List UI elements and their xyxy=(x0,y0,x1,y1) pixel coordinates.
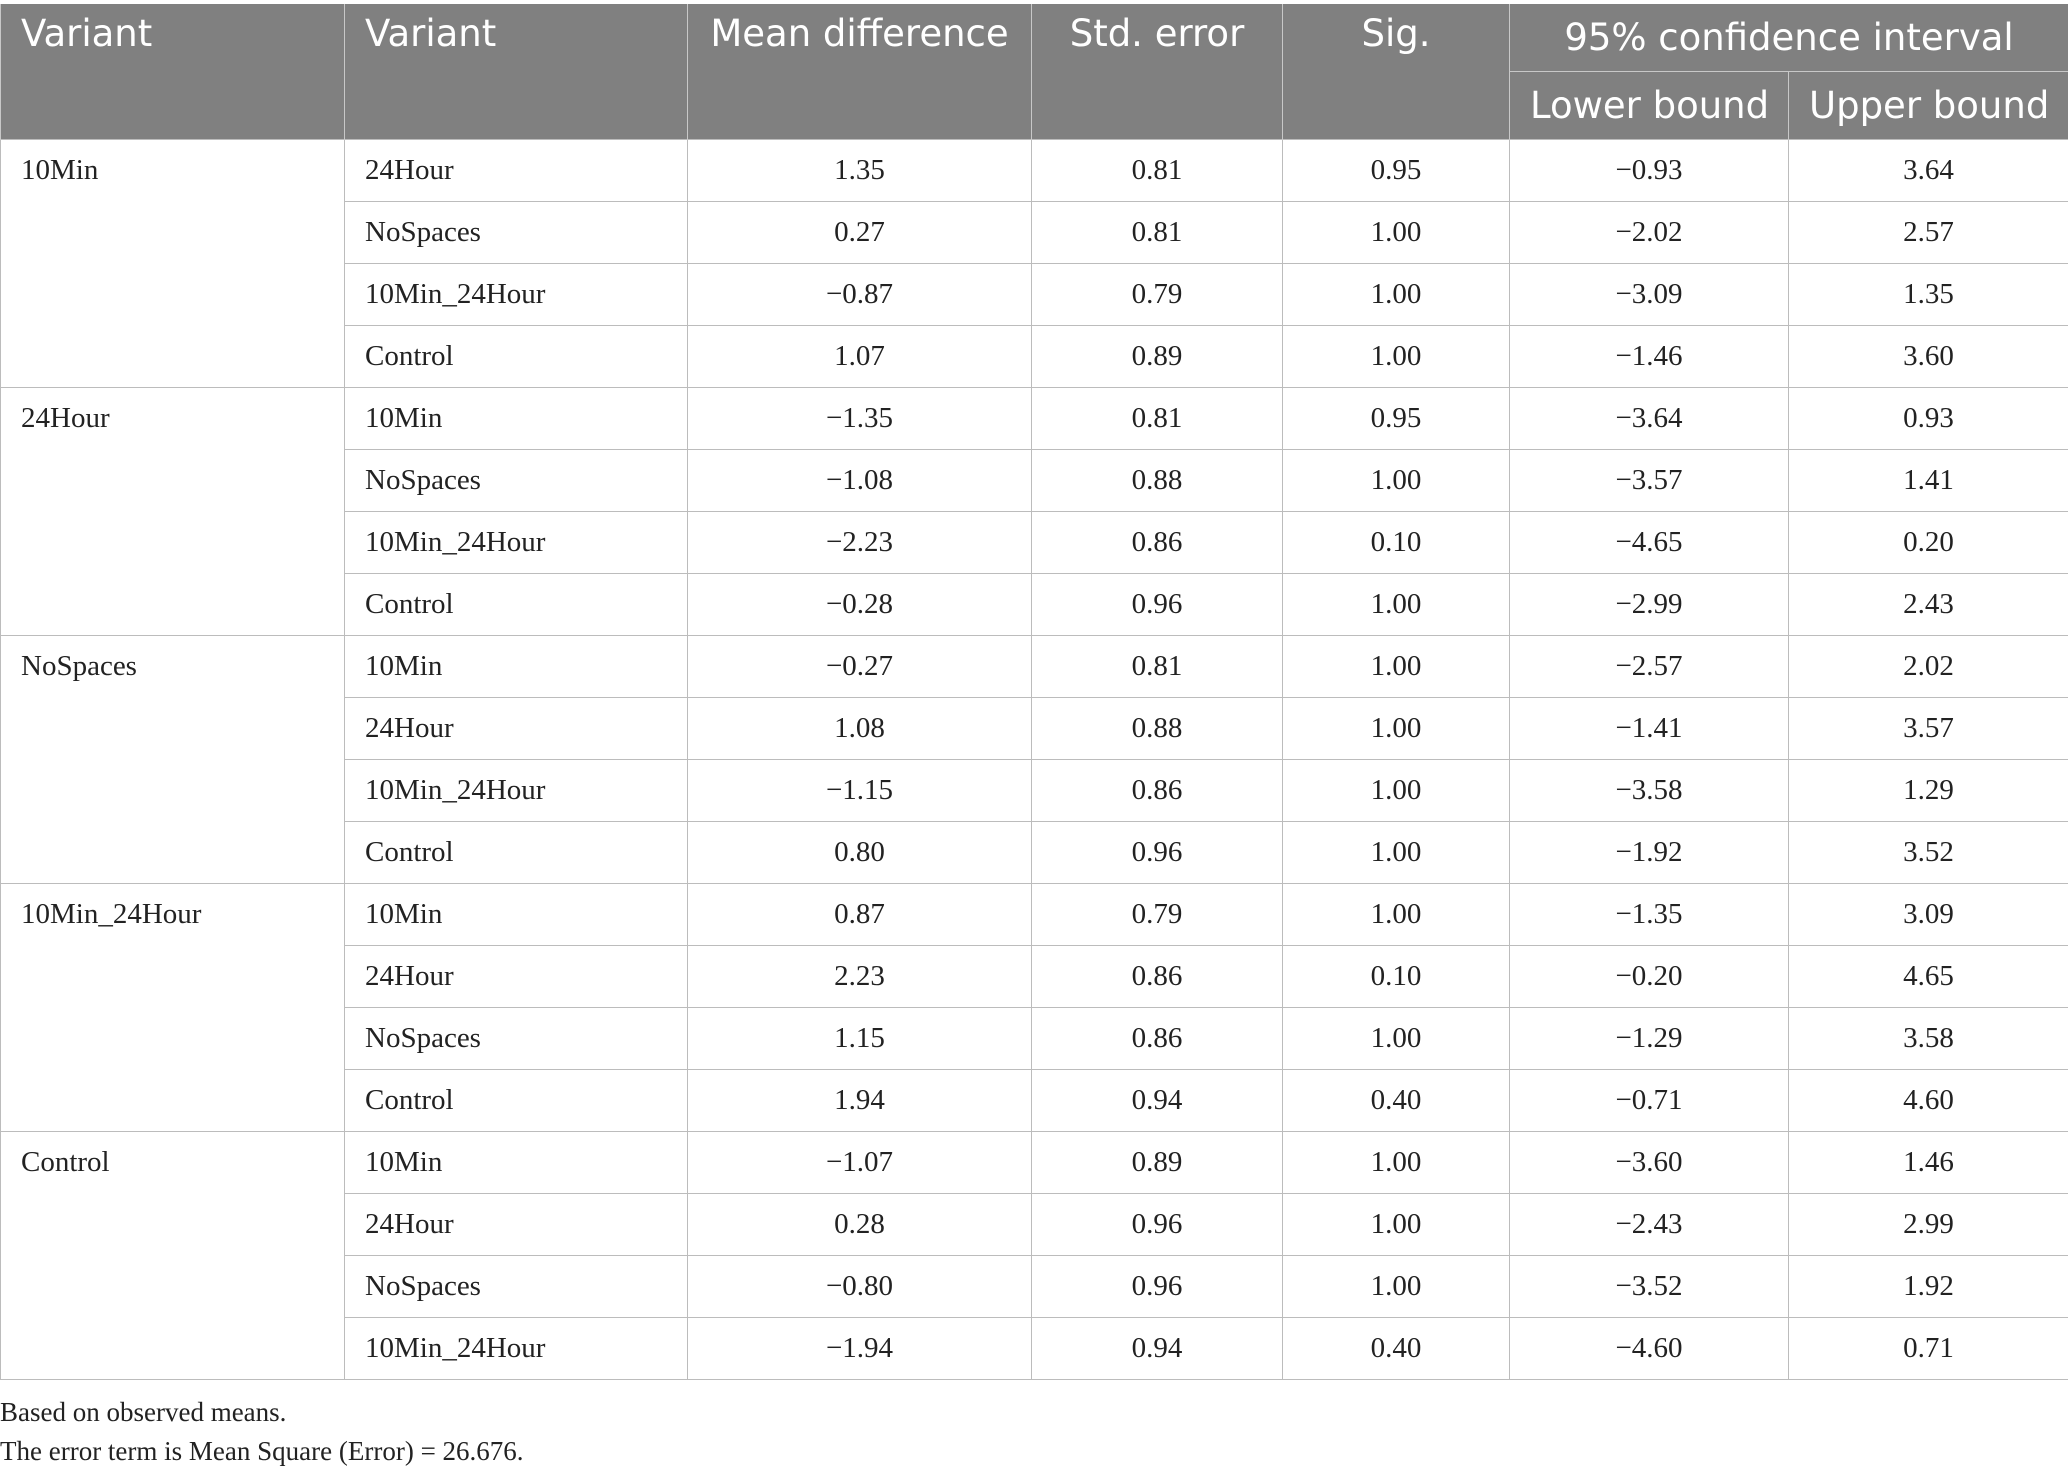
header-lower-bound: Lower bound xyxy=(1510,72,1789,140)
comparison-variant-cell: Control xyxy=(345,574,688,636)
ci-upper-bound-cell: 3.09 xyxy=(1789,884,2068,946)
ci-lower-bound-cell: −3.57 xyxy=(1510,450,1789,512)
header-upper-bound: Upper bound xyxy=(1789,72,2068,140)
table-header xyxy=(1,4,2068,140)
ci-lower-bound-cell: −3.58 xyxy=(1510,760,1789,822)
ci-lower-bound-cell: −0.71 xyxy=(1510,1070,1789,1132)
ci-upper-bound-cell: 1.46 xyxy=(1789,1132,2068,1194)
ci-lower-bound-cell: −4.65 xyxy=(1510,512,1789,574)
ci-upper-bound-cell: 1.92 xyxy=(1789,1256,2068,1318)
std-error-cell: 0.79 xyxy=(1032,884,1283,946)
header-confidence-interval: 95% confidence interval xyxy=(1510,4,2068,72)
header-variant-a: Variant xyxy=(1,4,345,140)
ci-lower-bound-cell: −2.02 xyxy=(1510,202,1789,264)
significance-cell: 1.00 xyxy=(1283,636,1510,698)
comparison-variant-cell: 10Min_24Hour xyxy=(345,264,688,326)
ci-upper-bound-cell: 0.93 xyxy=(1789,388,2068,450)
ci-upper-bound-cell: 3.60 xyxy=(1789,326,2068,388)
ci-lower-bound-cell: −1.29 xyxy=(1510,1008,1789,1070)
header-variant-b: Variant xyxy=(345,4,688,140)
std-error-cell: 0.96 xyxy=(1032,574,1283,636)
significance-cell: 1.00 xyxy=(1283,884,1510,946)
comparison-variant-cell: NoSpaces xyxy=(345,1008,688,1070)
group-variant-cell: 10Min xyxy=(1,140,345,388)
significance-cell: 1.00 xyxy=(1283,698,1510,760)
comparison-variant-cell: 24Hour xyxy=(345,140,688,202)
significance-cell: 1.00 xyxy=(1283,202,1510,264)
std-error-cell: 0.81 xyxy=(1032,636,1283,698)
significance-cell: 0.10 xyxy=(1283,946,1510,1008)
mean-difference-cell: 1.35 xyxy=(688,140,1032,202)
std-error-cell: 0.86 xyxy=(1032,760,1283,822)
ci-lower-bound-cell: −1.92 xyxy=(1510,822,1789,884)
ci-upper-bound-cell: 0.20 xyxy=(1789,512,2068,574)
comparison-variant-cell: 10Min_24Hour xyxy=(345,1318,688,1380)
comparison-variant-cell: Control xyxy=(345,1070,688,1132)
std-error-cell: 0.81 xyxy=(1032,388,1283,450)
footnote-observed-means: Based on observed means. xyxy=(0,1397,287,1427)
mean-difference-cell: 0.87 xyxy=(688,884,1032,946)
group-variant-cell: 24Hour xyxy=(1,388,345,636)
std-error-cell: 0.89 xyxy=(1032,326,1283,388)
significance-cell: 1.00 xyxy=(1283,326,1510,388)
table-row xyxy=(1,636,2068,698)
std-error-cell: 0.86 xyxy=(1032,512,1283,574)
table-row xyxy=(1,884,2068,946)
group-variant-cell: NoSpaces xyxy=(1,636,345,884)
comparison-variant-cell: 10Min xyxy=(345,388,688,450)
ci-lower-bound-cell: −1.35 xyxy=(1510,884,1789,946)
mean-difference-cell: 1.07 xyxy=(688,326,1032,388)
comparison-variant-cell: 24Hour xyxy=(345,1194,688,1256)
header-mean-difference: Mean difference xyxy=(688,4,1032,140)
ci-upper-bound-cell: 4.65 xyxy=(1789,946,2068,1008)
significance-cell: 1.00 xyxy=(1283,1008,1510,1070)
footnotes xyxy=(0,1393,524,1471)
ci-lower-bound-cell: −4.60 xyxy=(1510,1318,1789,1380)
ci-upper-bound-cell: 2.43 xyxy=(1789,574,2068,636)
significance-cell: 1.00 xyxy=(1283,574,1510,636)
ci-upper-bound-cell: 3.52 xyxy=(1789,822,2068,884)
mean-difference-cell: 2.23 xyxy=(688,946,1032,1008)
table-container xyxy=(0,4,2068,1380)
comparison-variant-cell: 10Min xyxy=(345,884,688,946)
ci-upper-bound-cell: 1.41 xyxy=(1789,450,2068,512)
group-variant-cell: Control xyxy=(1,1132,345,1380)
mean-difference-cell: −1.94 xyxy=(688,1318,1032,1380)
ci-upper-bound-cell: 3.57 xyxy=(1789,698,2068,760)
footnote-error-term: The error term is Mean Square (Error) = 26.676. xyxy=(0,1436,524,1466)
significance-cell: 0.95 xyxy=(1283,388,1510,450)
comparison-variant-cell: Control xyxy=(345,822,688,884)
comparison-variant-cell: 10Min xyxy=(345,1132,688,1194)
ci-upper-bound-cell: 1.35 xyxy=(1789,264,2068,326)
mean-difference-cell: −1.07 xyxy=(688,1132,1032,1194)
significance-cell: 0.40 xyxy=(1283,1070,1510,1132)
ci-upper-bound-cell: 1.29 xyxy=(1789,760,2068,822)
ci-lower-bound-cell: −1.41 xyxy=(1510,698,1789,760)
ci-lower-bound-cell: −2.99 xyxy=(1510,574,1789,636)
comparison-variant-cell: 10Min_24Hour xyxy=(345,512,688,574)
std-error-cell: 0.94 xyxy=(1032,1070,1283,1132)
comparison-variant-cell: 24Hour xyxy=(345,698,688,760)
ci-upper-bound-cell: 2.57 xyxy=(1789,202,2068,264)
mean-difference-cell: −0.87 xyxy=(688,264,1032,326)
ci-upper-bound-cell: 4.60 xyxy=(1789,1070,2068,1132)
ci-lower-bound-cell: −3.64 xyxy=(1510,388,1789,450)
ci-lower-bound-cell: −3.60 xyxy=(1510,1132,1789,1194)
ci-upper-bound-cell: 3.64 xyxy=(1789,140,2068,202)
ci-lower-bound-cell: −2.43 xyxy=(1510,1194,1789,1256)
std-error-cell: 0.81 xyxy=(1032,140,1283,202)
ci-lower-bound-cell: −1.46 xyxy=(1510,326,1789,388)
comparison-variant-cell: NoSpaces xyxy=(345,202,688,264)
table-row xyxy=(1,140,2068,202)
significance-cell: 0.95 xyxy=(1283,140,1510,202)
ci-lower-bound-cell: −0.20 xyxy=(1510,946,1789,1008)
comparison-variant-cell: Control xyxy=(345,326,688,388)
mean-difference-cell: 0.80 xyxy=(688,822,1032,884)
mean-difference-cell: −1.15 xyxy=(688,760,1032,822)
std-error-cell: 0.94 xyxy=(1032,1318,1283,1380)
mean-difference-cell: −0.27 xyxy=(688,636,1032,698)
comparison-variant-cell: NoSpaces xyxy=(345,450,688,512)
comparison-variant-cell: 10Min_24Hour xyxy=(345,760,688,822)
std-error-cell: 0.79 xyxy=(1032,264,1283,326)
mean-difference-cell: 0.27 xyxy=(688,202,1032,264)
significance-cell: 1.00 xyxy=(1283,450,1510,512)
std-error-cell: 0.86 xyxy=(1032,946,1283,1008)
mean-difference-cell: 1.08 xyxy=(688,698,1032,760)
table-row xyxy=(1,1132,2068,1194)
mean-difference-cell: −1.08 xyxy=(688,450,1032,512)
ci-upper-bound-cell: 2.99 xyxy=(1789,1194,2068,1256)
comparison-variant-cell: 24Hour xyxy=(345,946,688,1008)
significance-cell: 1.00 xyxy=(1283,1194,1510,1256)
ci-lower-bound-cell: −3.09 xyxy=(1510,264,1789,326)
comparison-variant-cell: NoSpaces xyxy=(345,1256,688,1318)
significance-cell: 1.00 xyxy=(1283,760,1510,822)
std-error-cell: 0.89 xyxy=(1032,1132,1283,1194)
significance-cell: 0.10 xyxy=(1283,512,1510,574)
group-variant-cell: 10Min_24Hour xyxy=(1,884,345,1132)
mean-difference-cell: −2.23 xyxy=(688,512,1032,574)
mean-difference-cell: −0.28 xyxy=(688,574,1032,636)
mean-difference-cell: −0.80 xyxy=(688,1256,1032,1318)
ci-upper-bound-cell: 3.58 xyxy=(1789,1008,2068,1070)
ci-upper-bound-cell: 2.02 xyxy=(1789,636,2068,698)
std-error-cell: 0.96 xyxy=(1032,822,1283,884)
std-error-cell: 0.96 xyxy=(1032,1194,1283,1256)
table-row xyxy=(1,388,2068,450)
ci-lower-bound-cell: −2.57 xyxy=(1510,636,1789,698)
std-error-cell: 0.88 xyxy=(1032,450,1283,512)
mean-difference-cell: 0.28 xyxy=(688,1194,1032,1256)
comparison-variant-cell: 10Min xyxy=(345,636,688,698)
mean-difference-cell: −1.35 xyxy=(688,388,1032,450)
significance-cell: 1.00 xyxy=(1283,1256,1510,1318)
ci-upper-bound-cell: 0.71 xyxy=(1789,1318,2068,1380)
std-error-cell: 0.96 xyxy=(1032,1256,1283,1318)
significance-cell: 1.00 xyxy=(1283,822,1510,884)
header-sig: Sig. xyxy=(1283,4,1510,140)
std-error-cell: 0.81 xyxy=(1032,202,1283,264)
pairwise-comparison-table xyxy=(0,4,2068,1380)
ci-lower-bound-cell: −3.52 xyxy=(1510,1256,1789,1318)
mean-difference-cell: 1.15 xyxy=(688,1008,1032,1070)
significance-cell: 0.40 xyxy=(1283,1318,1510,1380)
header-std-error: Std. error xyxy=(1032,4,1283,140)
mean-difference-cell: 1.94 xyxy=(688,1070,1032,1132)
std-error-cell: 0.88 xyxy=(1032,698,1283,760)
ci-lower-bound-cell: −0.93 xyxy=(1510,140,1789,202)
std-error-cell: 0.86 xyxy=(1032,1008,1283,1070)
table-body xyxy=(1,140,2068,1380)
significance-cell: 1.00 xyxy=(1283,264,1510,326)
significance-cell: 1.00 xyxy=(1283,1132,1510,1194)
